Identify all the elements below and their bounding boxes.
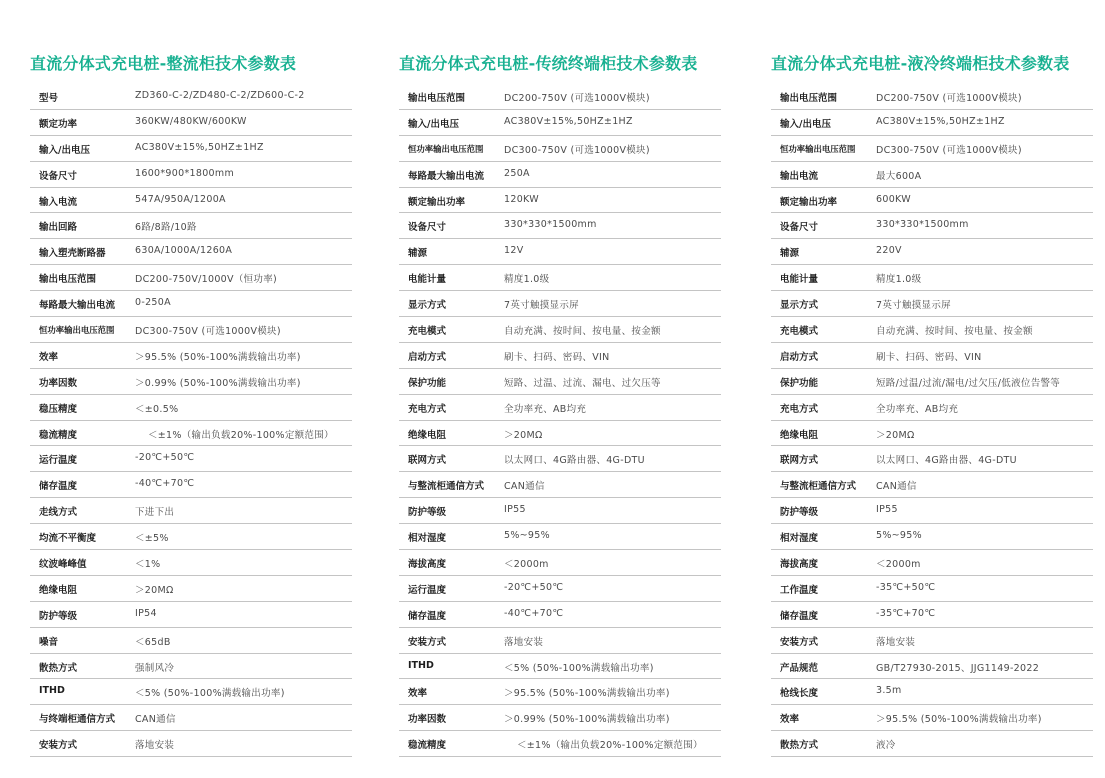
param-value: DC300-750V (可选1000V模块): [504, 144, 650, 156]
param-value: 600KW: [876, 193, 911, 205]
param-label: 输入/出电压: [780, 118, 831, 130]
param-label: 输出电压范围: [780, 93, 838, 104]
table-row: [30, 369, 352, 395]
table-row: [399, 498, 721, 524]
param-value: ＞20MΩ: [504, 429, 543, 441]
table-row: [771, 162, 1093, 188]
param-label: 充电模式: [408, 326, 447, 338]
table-rows: [399, 84, 721, 757]
param-label: 工作温度: [780, 584, 819, 596]
param-value: IP55: [876, 504, 898, 516]
param-label: 安装方式: [408, 636, 447, 648]
table-row: [30, 524, 352, 550]
table-row: [771, 317, 1093, 343]
table-row: [30, 110, 352, 136]
table-row: [399, 654, 721, 680]
table-row: [399, 317, 721, 343]
param-label: 绝缘电阻: [780, 429, 819, 441]
table-row: [399, 395, 721, 421]
table-row: [30, 162, 352, 188]
param-value: -40℃+70℃: [504, 607, 564, 619]
param-value: IP54: [135, 607, 157, 619]
param-label: 相对湿度: [408, 533, 447, 545]
param-value: DC300-750V (可选1000V模块): [135, 326, 281, 338]
param-value: ZD360-C-2/ZD480-C-2/ZD600-C-2: [135, 90, 305, 101]
param-label: 输出回路: [39, 222, 78, 234]
table-title: 直流分体式充电桩-整流柜技术参数表: [30, 54, 297, 73]
param-label: 联网方式: [408, 455, 447, 467]
table-row: [399, 628, 721, 654]
table-row: [399, 602, 721, 628]
param-value: 5%~95%: [504, 530, 550, 542]
table-row: [771, 369, 1093, 395]
param-value: 以太网口、4G路由器、4G-DTU: [504, 455, 645, 467]
param-value: -35℃+50℃: [876, 581, 936, 593]
table-row: [30, 472, 352, 498]
param-label: 启动方式: [408, 351, 447, 363]
param-label: 散热方式: [780, 740, 819, 752]
table-row: [399, 679, 721, 705]
param-label: 走线方式: [39, 507, 78, 519]
param-value: 最大600A: [876, 170, 922, 182]
table-row: [399, 576, 721, 602]
param-label: 安装方式: [780, 636, 819, 648]
table-row: [399, 188, 721, 214]
param-label: 设备尺寸: [408, 222, 447, 234]
table-row: [771, 628, 1093, 654]
param-label: 效率: [408, 688, 428, 700]
param-value: 360KW/480KW/600KW: [135, 115, 247, 127]
table-row: [399, 213, 721, 239]
param-value: 全功率充、AB均充: [504, 403, 587, 415]
param-label: 散热方式: [39, 662, 78, 674]
param-value: CAN通信: [504, 481, 545, 493]
param-value: 5%~95%: [876, 530, 922, 542]
param-label: 储存温度: [39, 481, 78, 493]
param-label: 额定功率: [39, 118, 78, 130]
param-value: ＞95.5% (50%-100%满载输出功率): [135, 351, 301, 363]
param-value: DC200-750V (可选1000V模块): [876, 93, 1022, 104]
table-row: [30, 421, 352, 447]
param-label: 输入/出电压: [39, 144, 90, 156]
table-row: [30, 291, 352, 317]
param-label: 联网方式: [780, 455, 819, 467]
param-label: 海拔高度: [780, 559, 819, 571]
table-row: [30, 498, 352, 524]
param-value: 220V: [876, 245, 902, 257]
param-label: 保护功能: [780, 377, 819, 389]
table-row: [771, 84, 1093, 110]
table-row: [771, 654, 1093, 680]
param-value: ＞20MΩ: [876, 429, 915, 441]
param-value: 0-250A: [135, 297, 171, 309]
param-value: ＜65dB: [135, 636, 171, 648]
param-value: 330*330*1500mm: [504, 219, 597, 231]
param-label: 输入塑壳断路器: [39, 248, 106, 260]
table-row: [399, 705, 721, 731]
param-label: 均流不平衡度: [39, 533, 97, 545]
table-row: [771, 265, 1093, 291]
table-row: [771, 498, 1093, 524]
table-row: [399, 472, 721, 498]
table-row: [30, 602, 352, 628]
param-value: 3.5m: [876, 685, 902, 697]
table-row: [771, 343, 1093, 369]
table-row: [30, 654, 352, 680]
param-value: -20℃+50℃: [504, 581, 564, 593]
param-value: 刷卡、扫码、密码、VIN: [504, 351, 610, 363]
param-value: ＜±1%（输出负载20%-100%定额范围）: [517, 740, 703, 752]
param-value: 落地安装: [876, 636, 916, 648]
param-label: 海拔高度: [408, 559, 447, 571]
table-row: [30, 628, 352, 654]
table-row: [30, 395, 352, 421]
table-row: [771, 679, 1093, 705]
param-value: 短路、过温、过流、漏电、过欠压等: [504, 377, 661, 389]
param-label: 输入/出电压: [408, 118, 459, 130]
table-title: 直流分体式充电桩-液冷终端柜技术参数表: [771, 54, 1070, 73]
param-label: 储存温度: [780, 610, 819, 622]
table-row: [399, 291, 721, 317]
param-label: 显示方式: [780, 300, 819, 312]
table-row: [771, 213, 1093, 239]
param-value: AC380V±15%,50HZ±1HZ: [876, 115, 1005, 127]
param-value: -40℃+70℃: [135, 478, 195, 490]
param-value: ＜±5%: [135, 533, 169, 545]
param-label: 防护等级: [39, 610, 78, 622]
param-value: ＜5% (50%-100%满载输出功率): [135, 688, 285, 700]
table-rows: [771, 84, 1093, 757]
param-label: 效率: [780, 714, 800, 726]
param-label: ITHD: [408, 659, 434, 671]
param-value: DC300-750V (可选1000V模块): [876, 144, 1022, 156]
param-value: CAN通信: [876, 481, 917, 493]
param-value: 以太网口、4G路由器、4G-DTU: [876, 455, 1017, 467]
param-label: 效率: [39, 351, 59, 363]
param-label: 辅源: [780, 248, 800, 260]
param-label: 输出电压范围: [39, 274, 97, 286]
param-label: 稳压精度: [39, 403, 78, 415]
table-row: [30, 550, 352, 576]
table-row: [30, 213, 352, 239]
table-row: [30, 446, 352, 472]
table-row: [399, 110, 721, 136]
param-value: GB/T27930-2015、JJG1149-2022: [876, 662, 1040, 674]
param-value: 落地安装: [504, 636, 544, 648]
param-label: 相对湿度: [780, 533, 819, 545]
param-value: AC380V±15%,50HZ±1HZ: [135, 141, 264, 153]
param-label: 产品规范: [780, 662, 819, 674]
table-row: [771, 472, 1093, 498]
table-row: [30, 343, 352, 369]
param-value: 12V: [504, 245, 524, 257]
table-row: [399, 343, 721, 369]
table-row: [399, 421, 721, 447]
param-label: 启动方式: [780, 351, 819, 363]
param-label: 绝缘电阻: [408, 429, 447, 441]
param-value: AC380V±15%,50HZ±1HZ: [504, 115, 633, 127]
table-row: [30, 317, 352, 343]
param-label: 输出电压范围: [408, 93, 466, 104]
param-value: DC200-750V/1000V（恒功率): [135, 274, 278, 286]
param-label: 设备尺寸: [39, 170, 78, 182]
param-label: 输出电流: [780, 170, 819, 182]
param-label: 额定输出功率: [408, 196, 466, 208]
param-value: 250A: [504, 167, 530, 179]
param-value: 6路/8路/10路: [135, 222, 197, 234]
param-value: 精度1.0级: [876, 274, 922, 286]
param-value: 强制风冷: [135, 662, 175, 674]
param-value: 7英寸触摸显示屏: [504, 300, 579, 312]
param-label: 恒功率输出电压范围: [408, 143, 484, 154]
table-row: [771, 576, 1093, 602]
param-value: 下进下出: [135, 507, 175, 519]
param-label: 稳流精度: [39, 429, 78, 441]
table-row: [771, 291, 1093, 317]
param-value: ＜±0.5%: [135, 403, 179, 415]
table-title: 直流分体式充电桩-传统终端柜技术参数表: [399, 54, 698, 73]
param-value: 1600*900*1800mm: [135, 167, 234, 179]
param-label: 设备尺寸: [780, 222, 819, 234]
table-row: [30, 265, 352, 291]
table-row: [771, 395, 1093, 421]
param-label: 绝缘电阻: [39, 584, 78, 596]
param-value: ＜±1%（输出负载20%-100%定额范围）: [148, 429, 334, 441]
param-label: 充电方式: [780, 403, 819, 415]
param-label: 每路最大输出电流: [408, 170, 485, 182]
param-label: 充电模式: [780, 326, 819, 338]
table-row: [30, 84, 352, 110]
table-row: [771, 705, 1093, 731]
param-value: 精度1.0级: [504, 274, 550, 286]
param-value: ＜5% (50%-100%满载输出功率): [504, 662, 654, 674]
param-value: ＞20MΩ: [135, 584, 174, 596]
param-label: 运行温度: [39, 455, 78, 467]
param-label: 辅源: [408, 248, 428, 260]
table-row: [771, 524, 1093, 550]
param-value: ＞0.99% (50%-100%满载输出功率): [135, 377, 301, 389]
param-value: ＞95.5% (50%-100%满载输出功率): [504, 688, 670, 700]
param-value: IP55: [504, 504, 526, 516]
param-label: 显示方式: [408, 300, 447, 312]
param-label: 额定输出功率: [780, 196, 838, 208]
param-label: 电能计量: [408, 274, 447, 286]
param-label: 充电方式: [408, 403, 447, 415]
param-value: DC200-750V (可选1000V模块): [504, 93, 650, 104]
param-label: 功率因数: [39, 377, 78, 389]
table-row: [30, 705, 352, 731]
param-label: 每路最大输出电流: [39, 300, 116, 312]
table-row: [30, 576, 352, 602]
param-value: 自动充满、按时间、按电量、按金额: [876, 326, 1033, 338]
param-value: ＜2000m: [876, 559, 921, 571]
param-label: 安装方式: [39, 740, 78, 752]
param-label: 输入电流: [39, 196, 78, 208]
table-row: [771, 446, 1093, 472]
param-label: 噪音: [39, 636, 59, 648]
param-label: 纹波峰峰值: [39, 559, 87, 571]
param-label: 恒功率输出电压范围: [39, 325, 115, 336]
table-row: [30, 239, 352, 265]
param-label: 型号: [39, 93, 59, 104]
param-label: ITHD: [39, 685, 65, 697]
param-label: 稳流精度: [408, 740, 447, 752]
param-value: 7英寸触摸显示屏: [876, 300, 951, 312]
param-value: -20℃+50℃: [135, 452, 195, 464]
table-row: [771, 731, 1093, 757]
param-value: 547A/950A/1200A: [135, 193, 226, 205]
table-row: [399, 524, 721, 550]
param-value: 短路/过温/过流/漏电/过欠压/低液位告警等: [876, 377, 1061, 389]
table-row: [771, 110, 1093, 136]
table-row: [399, 162, 721, 188]
param-value: 120KW: [504, 193, 539, 205]
param-label: 储存温度: [408, 610, 447, 622]
param-label: 防护等级: [408, 507, 447, 519]
param-label: 保护功能: [408, 377, 447, 389]
table-row: [771, 550, 1093, 576]
param-label: 运行温度: [408, 584, 447, 596]
param-value: 自动充满、按时间、按电量、按金额: [504, 326, 661, 338]
table-row: [399, 369, 721, 395]
param-value: 刷卡、扫码、密码、VIN: [876, 351, 982, 363]
table-row: [771, 602, 1093, 628]
table-row: [771, 136, 1093, 162]
param-label: 与终端柜通信方式: [39, 714, 116, 726]
table-row: [30, 188, 352, 214]
param-label: 枪线长度: [780, 688, 819, 700]
param-value: -35℃+70℃: [876, 607, 936, 619]
table-row: [399, 550, 721, 576]
table-row: [30, 731, 352, 757]
param-label: 与整流柜通信方式: [780, 481, 857, 493]
param-value: ＞95.5% (50%-100%满载输出功率): [876, 714, 1042, 726]
table-row: [771, 188, 1093, 214]
param-label: 与整流柜通信方式: [408, 481, 485, 493]
param-value: ＜2000m: [504, 559, 549, 571]
param-label: 功率因数: [408, 714, 447, 726]
table-row: [30, 679, 352, 705]
param-value: ＞0.99% (50%-100%满载输出功率): [504, 714, 670, 726]
table-row: [399, 265, 721, 291]
table-row: [771, 239, 1093, 265]
table-row: [399, 239, 721, 265]
param-value: 全功率充、AB均充: [876, 403, 959, 415]
table-row: [30, 136, 352, 162]
param-value: 液冷: [876, 740, 896, 752]
table-rows: [30, 84, 352, 757]
table-row: [399, 446, 721, 472]
param-value: 330*330*1500mm: [876, 219, 969, 231]
table-row: [399, 84, 721, 110]
param-label: 恒功率输出电压范围: [780, 143, 856, 154]
table-row: [399, 731, 721, 757]
param-value: ＜1%: [135, 559, 161, 571]
param-value: 630A/1000A/1260A: [135, 245, 233, 257]
param-label: 防护等级: [780, 507, 819, 519]
param-label: 电能计量: [780, 274, 819, 286]
table-row: [771, 421, 1093, 447]
param-value: 落地安装: [135, 740, 175, 752]
table-row: [399, 136, 721, 162]
param-value: CAN通信: [135, 714, 176, 726]
